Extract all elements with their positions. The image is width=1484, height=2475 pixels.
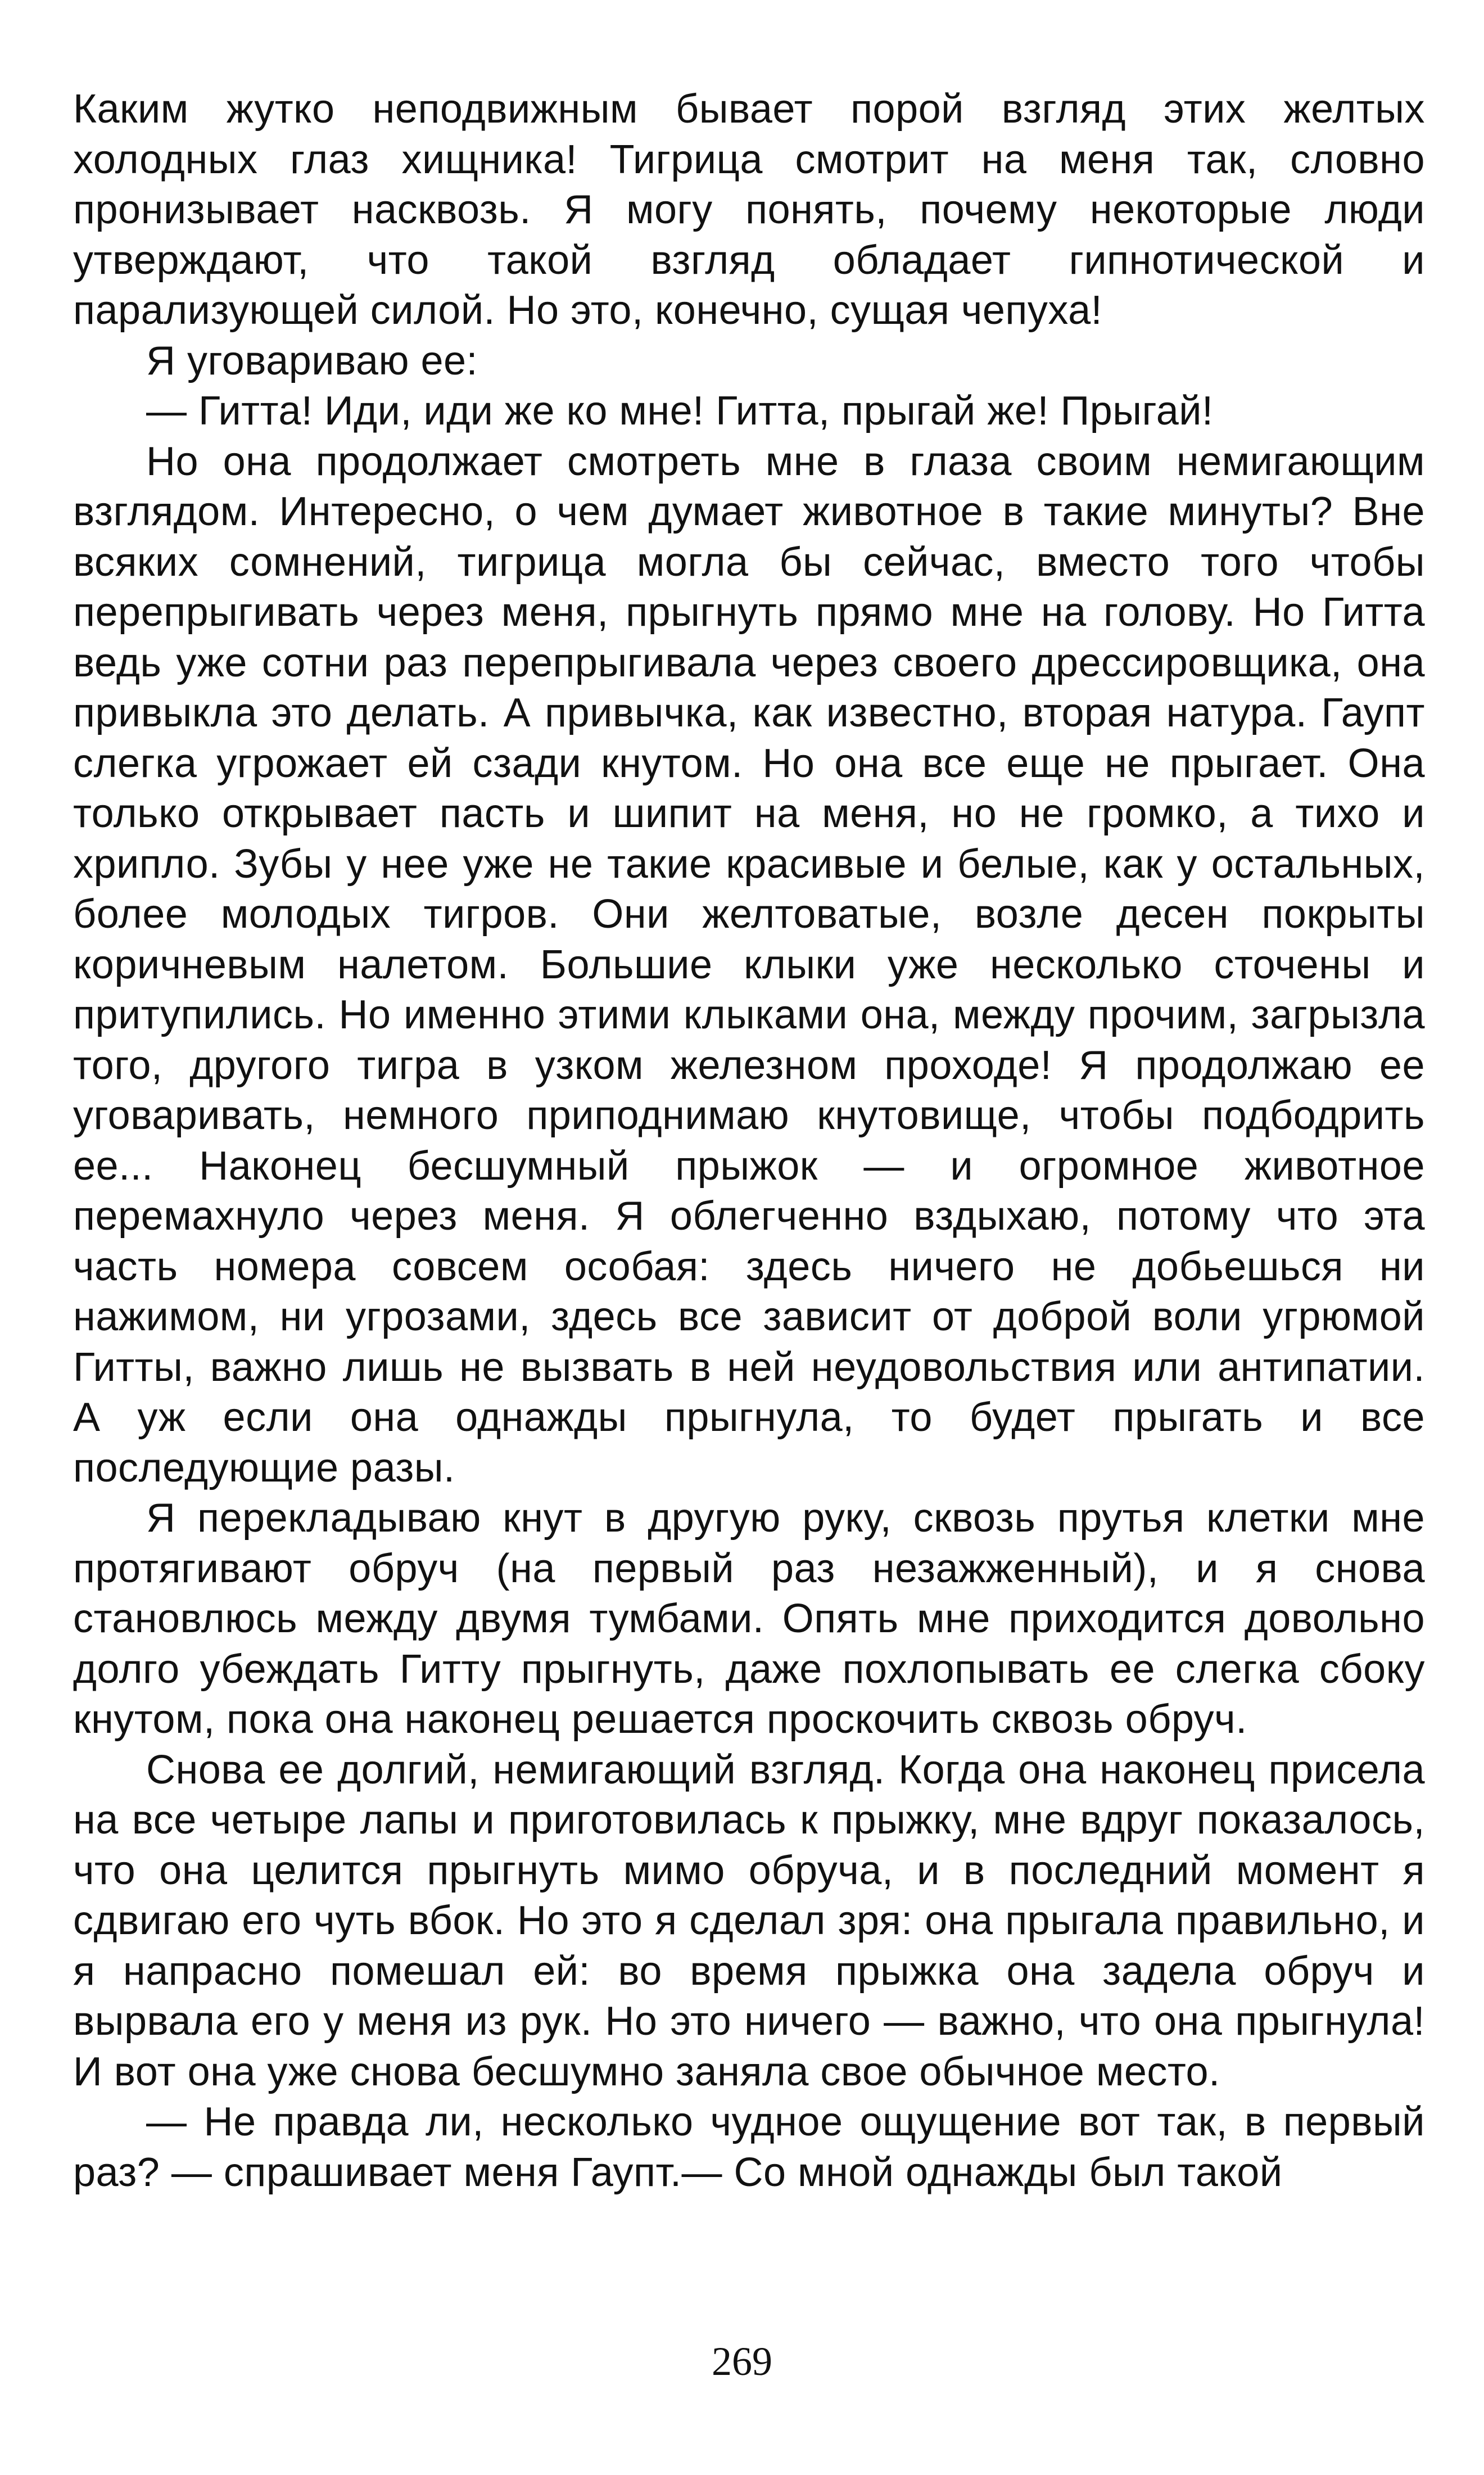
paragraph-6: Снова ее долгий, немигающий взгляд. Когда она наконец присела на все четыре лапы и приготовилась к прыжку, мне вдруг показалось, что она целится прыгнуть мимо обруча, и в последний момент я сдвигаю его чуть вбок. Но это я сделал зря: она прыгала правильно, и я напрасно помешал ей: во время прыжка она задела обруч и вырвала его у меня из рук. Но это ничего — важно, что она прыгнула! И вот она уже снова бесшумно заняла свое обычное место. xyxy=(73,1747,1425,2094)
paragraph-7-dialogue: — Не правда ли, несколько чудное ощущение вот так, в первый раз? — спрашивает меня Гаупт.— Со мной однажды был такой xyxy=(73,2099,1425,2195)
paragraph-1: Каким жутко неподвижным бывает порой взгляд этих желтых холодных глаз хищника! Тигрица смотрит на меня так, словно пронизывает насквозь. Я могу понять, почему некоторые люди утверждают, что такой взгляд обладает гипнотической и парализующей силой. Но это, конечно, сущая чепуха! xyxy=(73,87,1425,333)
page-number: 269 xyxy=(712,2339,772,2384)
paragraph-2: Я уговариваю ее: xyxy=(146,338,478,383)
paragraph-4: Но она продолжает смотреть мне в глаза своим немигающим взглядом. Интересно, о чем думает животное в такие минуты? Вне всяких сомнений, тигрица могла бы сейчас, вместо того чтобы перепрыгивать через меня, прыгнуть прямо мне на голову. Но Гитта ведь уже сотни раз перепрыгивала через своего дрессировщика, она привыкла это делать. А привычка, как известно, вторая натура. Гаупт слегка угрожает ей сзади кнутом. Но она все еще не прыгает. Она только открывает пасть и шипит на меня, но не громко, а тихо и хрипло. Зубы у нее уже не такие красивые и белые, как у остальных, более молодых тигров. Они желтоватые, возле десен покрыты коричневым налетом. Большие клыки уже несколько сточены и притупились. Но именно этими клыками она, между прочим, загрызла того, другого тигра в узком железном проходе! Я продолжаю ее уговаривать, немного приподнимаю кнутовище, чтобы подбодрить ее... Наконец бесшумный прыжок — и огромное животное перемахнуло через меня. Я облегченно вздыхаю, потому что эта часть номера совсем особая: здесь ничего не добьешься ни нажимом, ни угрозами, здесь все зависит от доброй воли угрюмой Гитты, важно лишь не вызвать в ней неудовольствия или антипатии. А уж если она однажды прыгнула, то будет прыгать и все последующие разы. xyxy=(73,439,1425,1491)
paragraph-5: Я перекладываю кнут в другую руку, сквозь прутья клетки мне протягивают обруч (на первый раз незажженный), и я снова становлюсь между двумя тумбами. Опять мне приходится довольно долго убеждать Гитту прыгнуть, даже похлопывать ее слегка сбоку кнутом, пока она наконец решается проскочить сквозь обруч. xyxy=(73,1496,1425,1742)
paragraph-3-dialogue: — Гитта! Иди, иди же ко мне! Гитта, прыгай же! Прыгай! xyxy=(146,389,1214,433)
body-text xyxy=(73,84,1425,2198)
